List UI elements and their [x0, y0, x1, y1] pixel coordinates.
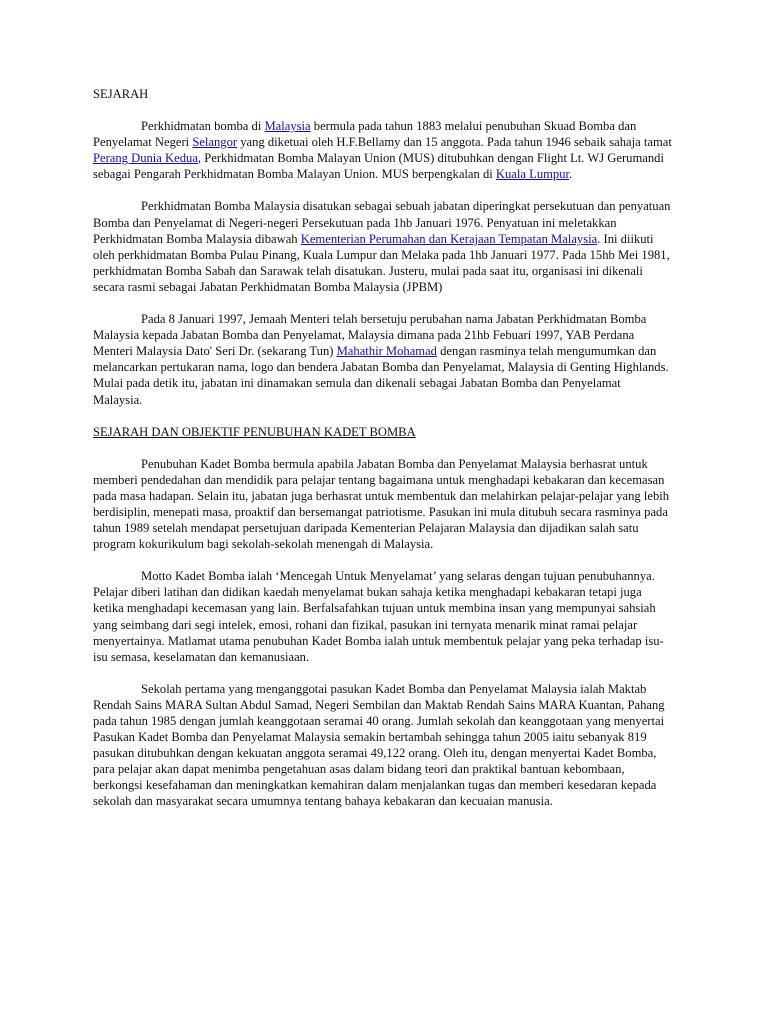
link-selangor[interactable]: Selangor [192, 135, 238, 150]
paragraph-2 [93, 198, 673, 295]
paragraph-6: Sekolah pertama yang menganggotai pasukan Kadet Bomba dan Penyelamat Malaysia ialah Maktab Rendah Sains MARA Sultan Abdul Samad, Negeri Sembilan dan Maktab Rendah Sains MARA Kuantan, Pahang pada tahun 1985 dengan jumlah keanggotaan seramai 40 orang. Jumlah sekolah dan keanggotaan yang menyertai Pasukan Kadet Bomba dan Penyelamat Malaysia semakin bertambah sehingga tahun 2005 iaitu sebanyak 819 pasukan ditubuhkan dengan kekuatan anggota seramai 49,122 orang. Oleh itu, dengan menyertai Kadet Bomba, para pelajar akan dapat menimba pengetahuan asas dalam bidang teori dan praktikal bantuan kebombaan, berkongsi kesefahaman dan meningkatkan kemahiran dalam menjalankan tugas dan memberi kesedaran kepada sekolah dan masyarakat secara umumnya tentang bahaya kebakaran dan kecuaian manusia. [93, 681, 665, 809]
link-malaysia[interactable]: Malaysia [264, 119, 311, 134]
link-perang-dunia-kedua[interactable]: Perang Dunia Kedua [93, 151, 198, 166]
paragraph-text: Perkhidmatan bomba di [141, 119, 265, 134]
paragraph-text: . [569, 167, 573, 182]
paragraph-3 [93, 311, 673, 408]
link-kuala-lumpur[interactable]: Kuala Lumpur [495, 167, 570, 182]
paragraph-text: Pada 8 Januari 1997, Jemaah Menteri telah bersetuju perubahan nama Jabatan Perkhidmatan Bomba Malaysia kepada Jabatan Bomba dan Penyelamat, Malaysia dimana pada 21hb Febuari 1997, YAB Perdana Menteri Malaysia Dato' Seri Dr. (sekarang Tun) [93, 312, 647, 359]
paragraph-text: , Perkhidmatan Bomba Malayan Union (MUS) ditubuhkan dengan Flight Lt. WJ Gerumandi sebagai Pengarah Perkhidmatan Bomba Malayan Union. MUS berpengkalan di [93, 151, 664, 182]
link-mahathir-mohamad[interactable]: Mahathir Mohamad [336, 344, 437, 359]
document-body [93, 86, 673, 826]
paragraph-text: Perkhidmatan Bomba Malaysia disatukan sebagai sebuah jabatan diperingkat persekutuan dan penyatuan Bomba dan Penyelamat di Negeri-negeri Persekutuan pada 1hb Januari 1976. Penyatuan ini meletakkan Perkhidmatan Bomba Malaysia dibawah [93, 199, 671, 246]
paragraph-text: dengan rasminya telah mengumumkan dan melancarkan pertukaran nama, logo dan bendera Jabatan Bomba dan Penyelamat, Malaysia di Genting Highlands. Mulai pada detik itu, jabatan ini dinamakan semula dan dikenali sebagai Jabatan Bomba dan Penyelamat Malaysia. [93, 344, 669, 407]
section-heading-sejarah: SEJARAH [93, 87, 149, 101]
paragraph-4: Penubuhan Kadet Bomba bermula apabila Jabatan Bomba dan Penyelamat Malaysia berhasrat untuk memberi pendedahan dan mendidik para pelajar tentang bagaimana untuk menghadapi kebakaran dan kecemasan pada masa hadapan. Selain itu, jabatan juga berhasrat untuk membentuk dan melahirkan pelajar-pelajar yang lebih berdisiplin, menepati masa, proaktif dan bersemangat patriotisme. Pasukan ini mula ditubuh secara rasminya pada tahun 1989 setelah mendapat persetujuan daripada Kementerian Pelajaran Malaysia dan dijadikan salah satu program kokurikulum bagi sekolah-sekolah menengah di Malaysia. [93, 456, 670, 552]
paragraph-1 [93, 118, 673, 182]
section-heading-kadet-bomba: SEJARAH DAN OBJEKTIF PENUBUHAN KADET BOMBA [93, 424, 416, 439]
paragraph-text: yang diketuai oleh H.F.Bellamy dan 15 anggota. Pada tahun 1946 sebaik sahaja tamat [237, 135, 672, 150]
paragraph-text: . Ini diikuti oleh perkhidmatan Bomba Pulau Pinang, Kuala Lumpur dan Melaka pada 1hb Januari 1977. Pada 15hb Mei 1981, perkhidmatan Bomba Sabah dan Sarawak telah disatukan. Justeru, mulai pada saat itu, organisasi ini dikenali secara rasmi sebagai Jabatan Perkhidmatan Bomba Malaysia (JPBM) [93, 231, 670, 294]
paragraph-5: Motto Kadet Bomba ialah ‘Mencegah Untuk Menyelamat’ yang selaras dengan tujuan penubuhannya. Pelajar diberi latihan dan didikan kaedah menyelamat bukan sahaja ketika menghadapi kebakaran tetapi juga ketika menghadapi kecemasan yang lain. Berfalsafahkan tujuan untuk membina insan yang mempunyai sahsiah yang seimbang dari segi intelek, emosi, rohani dan fizikal, pasukan ini ternyata menarik minat ramai pelajar menyertainya. Matlamat utama penubuhan Kadet Bomba ialah untuk membentuk pelajar yang peka terhadap isu-isu semasa, keselamatan dan kemanusiaan. [93, 569, 664, 664]
paragraph-text: bermula pada tahun 1883 melalui penubuhan Skuad Bomba dan Penyelamat Negeri [93, 119, 637, 150]
link-kementerian-perumahan[interactable]: Kementerian Perumahan dan Kerajaan Tempatan Malaysia [300, 231, 598, 246]
